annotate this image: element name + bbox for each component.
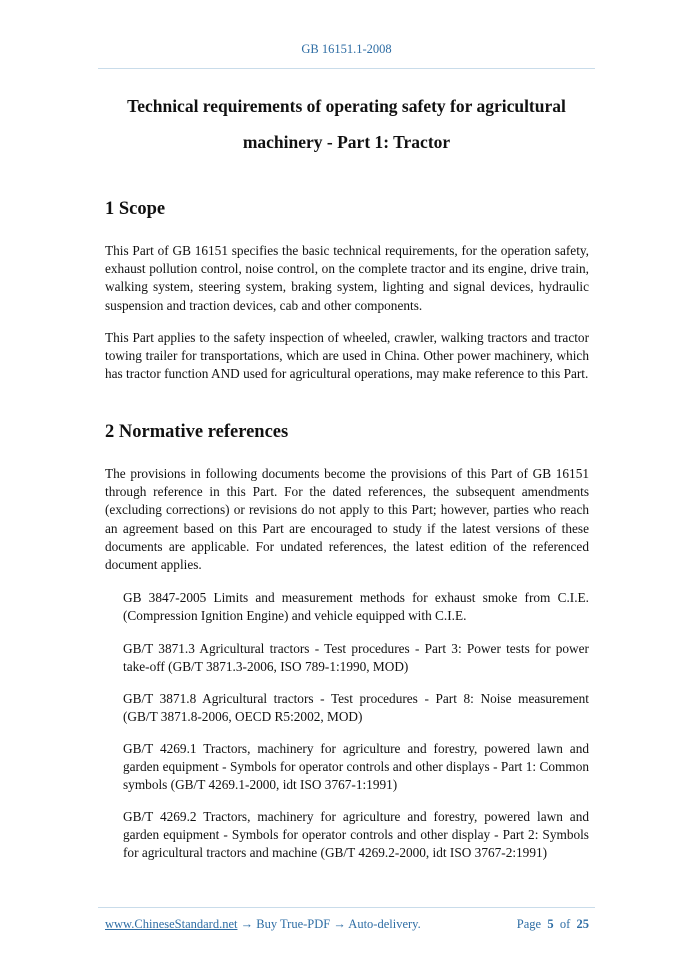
promo-text: → Buy True-PDF → Auto-delivery. xyxy=(237,917,421,931)
footer-rule xyxy=(98,907,595,908)
heading-normative-references: 2 Normative references xyxy=(105,422,289,442)
heading-scope: 1 Scope xyxy=(105,199,166,219)
reference-item: GB/T 4269.2 Tractors, machinery for agriculture and forestry, powered lawn and garden equipment - Symbols for operator controls and other display - Part 2: Symbols for agricultural tractors and machine (GB/T 4269.2-2000, idt ISO 3767-2:1991) xyxy=(123,809,589,861)
footer xyxy=(105,917,589,932)
current-page: 5 xyxy=(547,917,554,931)
scope-paragraph-1: This Part of GB 16151 specifies the basic technical requirements, for the operation safety, exhaust pollution control, noise control, on the complete tractor and its engine, drive train, walking system, steering system, braking system, lighting and signal devices, hydraulic suspension and traction devices, cab and other components. xyxy=(105,243,589,313)
normative-paragraph: The provisions in following documents become the provisions of this Part of GB 16151 through reference in this Part. For the dated references, the subsequent amendments (excluding corrections) or revisions do not apply to this Part; however, parties who reach an agreement based on this Part are encouraged to study if the latest versions of these documents are applicable. For undated references, the latest edition of the referenced document applies. xyxy=(105,466,589,573)
document-title xyxy=(90,88,603,160)
footer-promo xyxy=(105,917,421,932)
title-line-2: machinery - Part 1: Tractor xyxy=(242,132,451,152)
header-rule xyxy=(98,68,595,69)
reference-item: GB/T 3871.3 Agricultural tractors - Test procedures - Part 3: Power tests for power take-off (GB/T 3871.3-2006, ISO 789-1:1990, MOD) xyxy=(123,641,589,675)
scope-paragraph-2: This Part applies to the safety inspection of wheeled, crawler, walking tractors and tractor towing trailer for transportations, which are used in China. Other power machinery, which has tractor function AND used for agricultural operations, may make reference to this Part. xyxy=(105,330,589,382)
title-line-1: Technical requirements of operating safety for agricultural xyxy=(127,96,566,116)
website-link[interactable]: www.ChineseStandard.net xyxy=(105,917,238,931)
total-pages: 25 xyxy=(576,917,589,931)
header-doc-id: GB 16151.1-2008 xyxy=(301,42,392,56)
page-number: Page 5 of 25 xyxy=(516,917,589,931)
reference-item: GB 3847-2005 Limits and measurement methods for exhaust smoke from C.I.E. (Compression Ignition Engine) and vehicle equipped with C.I.E. xyxy=(123,590,589,624)
reference-item: GB/T 4269.1 Tractors, machinery for agriculture and forestry, powered lawn and garden equipment - Symbols for operator controls and other displays - Part 1: Common symbols (GB/T 4269.1-2000, idt ISO 3767-1:1991) xyxy=(123,741,589,793)
reference-item: GB/T 3871.8 Agricultural tractors - Test procedures - Part 8: Noise measurement (GB/T 3871.8-2006, OECD R5:2002, MOD) xyxy=(123,691,589,725)
